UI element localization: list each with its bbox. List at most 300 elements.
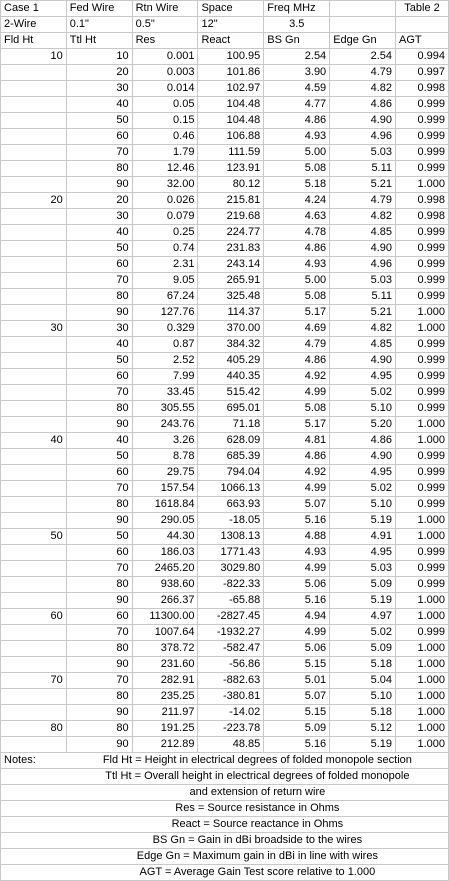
data-cell[interactable]: 0.999 [396, 129, 449, 145]
data-cell[interactable]: 1618.84 [132, 497, 198, 513]
data-cell[interactable]: 384.32 [198, 337, 264, 353]
data-cell[interactable]: 50 [66, 113, 132, 129]
data-cell[interactable]: 1.000 [396, 177, 449, 193]
data-cell[interactable]: 9.05 [132, 273, 198, 289]
fld-ht-cell[interactable] [1, 417, 67, 433]
data-cell[interactable]: 1.000 [396, 513, 449, 529]
data-cell[interactable]: 4.85 [330, 337, 396, 353]
data-cell[interactable]: 1.000 [396, 321, 449, 337]
fld-ht-cell[interactable] [1, 97, 67, 113]
data-cell[interactable]: 111.59 [198, 145, 264, 161]
data-cell[interactable]: 1.000 [396, 673, 449, 689]
data-cell[interactable]: 60 [66, 609, 132, 625]
data-cell[interactable]: 378.72 [132, 641, 198, 657]
data-cell[interactable]: 0.25 [132, 225, 198, 241]
data-cell[interactable]: 211.97 [132, 705, 198, 721]
data-cell[interactable]: 0.999 [396, 289, 449, 305]
data-cell[interactable]: 0.999 [396, 481, 449, 497]
header-cell[interactable]: 12" [198, 17, 264, 33]
fld-ht-cell[interactable] [1, 129, 67, 145]
data-cell[interactable]: 0.999 [396, 577, 449, 593]
data-cell[interactable]: -882.63 [198, 673, 264, 689]
data-cell[interactable]: 60 [66, 129, 132, 145]
data-cell[interactable]: 4.79 [330, 65, 396, 81]
data-cell[interactable]: -1932.27 [198, 625, 264, 641]
data-cell[interactable]: 7.99 [132, 369, 198, 385]
data-cell[interactable]: 4.24 [264, 193, 330, 209]
data-cell[interactable]: 4.86 [264, 113, 330, 129]
fld-ht-cell[interactable] [1, 369, 67, 385]
data-cell[interactable]: 4.79 [264, 337, 330, 353]
data-cell[interactable]: 5.09 [330, 577, 396, 593]
fld-ht-cell[interactable] [1, 625, 67, 641]
data-cell[interactable]: 4.88 [264, 529, 330, 545]
data-cell[interactable]: 0.997 [396, 65, 449, 81]
data-cell[interactable]: 4.99 [264, 625, 330, 641]
data-cell[interactable]: 186.03 [132, 545, 198, 561]
data-cell[interactable]: 1.000 [396, 721, 449, 737]
fld-ht-cell[interactable] [1, 209, 67, 225]
data-cell[interactable]: 2.54 [330, 49, 396, 65]
data-cell[interactable]: 4.63 [264, 209, 330, 225]
data-cell[interactable]: 5.21 [330, 305, 396, 321]
data-cell[interactable]: 4.92 [264, 369, 330, 385]
data-cell[interactable]: 5.07 [264, 689, 330, 705]
data-cell[interactable]: 4.86 [330, 97, 396, 113]
fld-ht-cell[interactable] [1, 465, 67, 481]
fld-ht-cell[interactable] [1, 545, 67, 561]
fld-ht-cell[interactable] [1, 353, 67, 369]
data-cell[interactable]: 695.01 [198, 401, 264, 417]
fld-ht-cell[interactable] [1, 401, 67, 417]
data-cell[interactable]: 4.82 [330, 321, 396, 337]
data-cell[interactable]: 5.08 [264, 401, 330, 417]
fld-ht-cell[interactable] [1, 641, 67, 657]
data-cell[interactable]: 40 [66, 97, 132, 113]
data-cell[interactable]: 938.60 [132, 577, 198, 593]
fld-ht-cell[interactable]: 80 [1, 721, 67, 737]
column-header[interactable]: Fld Ht [1, 33, 67, 49]
data-cell[interactable]: 243.76 [132, 417, 198, 433]
data-cell[interactable]: -65.88 [198, 593, 264, 609]
data-cell[interactable]: 5.16 [264, 513, 330, 529]
header-cell[interactable]: 2-Wire [1, 17, 67, 33]
data-cell[interactable]: 30 [66, 81, 132, 97]
data-cell[interactable]: 80 [66, 641, 132, 657]
column-header[interactable]: React [198, 33, 264, 49]
data-cell[interactable]: 0.999 [396, 465, 449, 481]
data-cell[interactable]: 0.999 [396, 225, 449, 241]
data-cell[interactable]: 4.96 [330, 129, 396, 145]
data-cell[interactable]: 1066.13 [198, 481, 264, 497]
fld-ht-cell[interactable] [1, 705, 67, 721]
header-cell[interactable] [396, 17, 449, 33]
data-cell[interactable]: 243.14 [198, 257, 264, 273]
data-cell[interactable]: 5.18 [330, 657, 396, 673]
fld-ht-cell[interactable] [1, 257, 67, 273]
data-cell[interactable]: 20 [66, 65, 132, 81]
data-cell[interactable]: 4.90 [330, 353, 396, 369]
data-cell[interactable]: 4.86 [264, 241, 330, 257]
fld-ht-cell[interactable] [1, 241, 67, 257]
fld-ht-cell[interactable] [1, 177, 67, 193]
data-cell[interactable]: 30 [66, 321, 132, 337]
data-cell[interactable]: 0.999 [396, 145, 449, 161]
data-cell[interactable]: 1.000 [396, 529, 449, 545]
data-cell[interactable]: 5.03 [330, 145, 396, 161]
data-cell[interactable]: 5.03 [330, 561, 396, 577]
data-cell[interactable]: 1308.13 [198, 529, 264, 545]
data-cell[interactable]: 191.25 [132, 721, 198, 737]
fld-ht-cell[interactable]: 10 [1, 49, 67, 65]
data-cell[interactable]: 663.93 [198, 497, 264, 513]
data-cell[interactable]: 265.91 [198, 273, 264, 289]
data-cell[interactable]: -582.47 [198, 641, 264, 657]
fld-ht-cell[interactable] [1, 737, 67, 753]
data-cell[interactable]: 1.000 [396, 705, 449, 721]
data-cell[interactable]: 4.93 [264, 545, 330, 561]
data-cell[interactable]: 40 [66, 433, 132, 449]
data-cell[interactable]: 1007.64 [132, 625, 198, 641]
data-cell[interactable]: 4.95 [330, 369, 396, 385]
data-cell[interactable]: 60 [66, 545, 132, 561]
data-cell[interactable]: 5.17 [264, 305, 330, 321]
data-cell[interactable]: 231.60 [132, 657, 198, 673]
data-cell[interactable]: 67.24 [132, 289, 198, 305]
data-cell[interactable]: 405.29 [198, 353, 264, 369]
data-cell[interactable]: -822.33 [198, 577, 264, 593]
data-cell[interactable]: 0.079 [132, 209, 198, 225]
data-cell[interactable]: 70 [66, 273, 132, 289]
data-cell[interactable]: 106.88 [198, 129, 264, 145]
data-cell[interactable]: 215.81 [198, 193, 264, 209]
data-cell[interactable]: 3.90 [264, 65, 330, 81]
data-cell[interactable]: 90 [66, 177, 132, 193]
fld-ht-cell[interactable]: 50 [1, 529, 67, 545]
data-cell[interactable]: 4.99 [264, 385, 330, 401]
data-cell[interactable]: 325.48 [198, 289, 264, 305]
data-cell[interactable]: 90 [66, 657, 132, 673]
data-cell[interactable]: -2827.45 [198, 609, 264, 625]
data-cell[interactable]: 70 [66, 145, 132, 161]
data-cell[interactable]: 104.48 [198, 113, 264, 129]
data-cell[interactable]: -380.81 [198, 689, 264, 705]
data-cell[interactable]: 5.10 [330, 401, 396, 417]
data-cell[interactable]: 40 [66, 337, 132, 353]
data-cell[interactable]: 0.998 [396, 193, 449, 209]
data-cell[interactable]: 8.78 [132, 449, 198, 465]
data-cell[interactable]: 5.07 [264, 497, 330, 513]
data-cell[interactable]: 0.014 [132, 81, 198, 97]
fld-ht-cell[interactable]: 70 [1, 673, 67, 689]
fld-ht-cell[interactable] [1, 81, 67, 97]
data-cell[interactable]: 0.46 [132, 129, 198, 145]
column-header[interactable]: Ttl Ht [66, 33, 132, 49]
data-cell[interactable]: 224.77 [198, 225, 264, 241]
data-cell[interactable]: 4.86 [330, 433, 396, 449]
data-cell[interactable]: 235.25 [132, 689, 198, 705]
data-cell[interactable]: 5.00 [264, 145, 330, 161]
data-cell[interactable]: 212.89 [132, 737, 198, 753]
data-cell[interactable]: 0.05 [132, 97, 198, 113]
data-cell[interactable]: 30 [66, 209, 132, 225]
data-cell[interactable]: 127.76 [132, 305, 198, 321]
data-cell[interactable]: 20 [66, 193, 132, 209]
data-cell[interactable]: 33.45 [132, 385, 198, 401]
fld-ht-cell[interactable]: 20 [1, 193, 67, 209]
data-cell[interactable]: 50 [66, 529, 132, 545]
data-cell[interactable]: 0.999 [396, 97, 449, 113]
data-cell[interactable]: 3.26 [132, 433, 198, 449]
header-cell[interactable]: 0.5" [132, 17, 198, 33]
data-cell[interactable]: 4.99 [264, 561, 330, 577]
data-cell[interactable]: 50 [66, 241, 132, 257]
data-cell[interactable]: 3029.80 [198, 561, 264, 577]
data-cell[interactable]: 90 [66, 305, 132, 321]
data-cell[interactable]: 80 [66, 289, 132, 305]
data-cell[interactable]: 4.93 [264, 129, 330, 145]
data-cell[interactable]: 4.90 [330, 241, 396, 257]
data-cell[interactable]: 90 [66, 705, 132, 721]
data-cell[interactable]: 1.000 [396, 417, 449, 433]
data-cell[interactable]: 123.91 [198, 161, 264, 177]
data-cell[interactable]: 70 [66, 673, 132, 689]
column-header[interactable]: AGT [396, 33, 449, 49]
data-cell[interactable]: 5.11 [330, 161, 396, 177]
fld-ht-cell[interactable] [1, 481, 67, 497]
header-cell[interactable]: Space [198, 1, 264, 17]
fld-ht-cell[interactable] [1, 513, 67, 529]
data-cell[interactable]: 4.81 [264, 433, 330, 449]
data-cell[interactable]: 5.02 [330, 625, 396, 641]
fld-ht-cell[interactable] [1, 305, 67, 321]
fld-ht-cell[interactable] [1, 161, 67, 177]
header-cell[interactable]: Case 1 [1, 1, 67, 17]
data-cell[interactable]: 5.08 [264, 161, 330, 177]
data-cell[interactable]: 5.02 [330, 385, 396, 401]
data-cell[interactable]: 1.000 [396, 737, 449, 753]
data-cell[interactable]: 0.003 [132, 65, 198, 81]
data-cell[interactable]: 0.999 [396, 497, 449, 513]
data-cell[interactable]: 5.04 [330, 673, 396, 689]
data-cell[interactable]: 5.10 [330, 497, 396, 513]
data-cell[interactable]: 80.12 [198, 177, 264, 193]
data-cell[interactable]: 157.54 [132, 481, 198, 497]
data-cell[interactable]: 71.18 [198, 417, 264, 433]
fld-ht-cell[interactable] [1, 593, 67, 609]
data-cell[interactable]: 305.55 [132, 401, 198, 417]
data-cell[interactable]: 0.001 [132, 49, 198, 65]
data-cell[interactable]: 5.16 [264, 593, 330, 609]
data-cell[interactable]: 4.77 [264, 97, 330, 113]
data-cell[interactable]: 5.09 [330, 641, 396, 657]
data-cell[interactable]: 10 [66, 49, 132, 65]
data-cell[interactable]: 60 [66, 369, 132, 385]
data-cell[interactable]: 5.03 [330, 273, 396, 289]
data-cell[interactable]: 4.79 [330, 193, 396, 209]
header-cell[interactable] [330, 17, 396, 33]
data-cell[interactable]: 5.17 [264, 417, 330, 433]
data-cell[interactable]: 5.18 [264, 177, 330, 193]
data-cell[interactable]: 104.48 [198, 97, 264, 113]
data-cell[interactable]: 0.999 [396, 241, 449, 257]
data-cell[interactable]: 80 [66, 577, 132, 593]
fld-ht-cell[interactable] [1, 113, 67, 129]
data-cell[interactable]: 32.00 [132, 177, 198, 193]
data-cell[interactable]: 29.75 [132, 465, 198, 481]
data-cell[interactable]: 5.10 [330, 689, 396, 705]
fld-ht-cell[interactable] [1, 689, 67, 705]
fld-ht-cell[interactable] [1, 657, 67, 673]
column-header[interactable]: BS Gn [264, 33, 330, 49]
data-cell[interactable]: 5.15 [264, 657, 330, 673]
fld-ht-cell[interactable] [1, 385, 67, 401]
data-cell[interactable]: 48.85 [198, 737, 264, 753]
fld-ht-cell[interactable] [1, 561, 67, 577]
data-cell[interactable]: 80 [66, 161, 132, 177]
data-cell[interactable]: 60 [66, 465, 132, 481]
data-cell[interactable]: 0.87 [132, 337, 198, 353]
fld-ht-cell[interactable]: 30 [1, 321, 67, 337]
data-cell[interactable]: 4.69 [264, 321, 330, 337]
data-cell[interactable]: 4.97 [330, 609, 396, 625]
data-cell[interactable]: 219.68 [198, 209, 264, 225]
data-cell[interactable]: 4.95 [330, 465, 396, 481]
data-cell[interactable]: 628.09 [198, 433, 264, 449]
data-cell[interactable]: 5.19 [330, 593, 396, 609]
fld-ht-cell[interactable] [1, 145, 67, 161]
data-cell[interactable]: 70 [66, 561, 132, 577]
data-cell[interactable]: 4.85 [330, 225, 396, 241]
data-cell[interactable]: 4.96 [330, 257, 396, 273]
data-cell[interactable]: 44.30 [132, 529, 198, 545]
data-cell[interactable]: 80 [66, 721, 132, 737]
fld-ht-cell[interactable] [1, 449, 67, 465]
data-cell[interactable]: 4.86 [264, 449, 330, 465]
header-cell[interactable]: Freq MHz [264, 1, 330, 17]
data-cell[interactable]: 0.999 [396, 625, 449, 641]
data-cell[interactable]: 5.11 [330, 289, 396, 305]
fld-ht-cell[interactable] [1, 289, 67, 305]
data-cell[interactable]: 1771.43 [198, 545, 264, 561]
data-cell[interactable]: 440.35 [198, 369, 264, 385]
data-cell[interactable]: 0.998 [396, 81, 449, 97]
data-cell[interactable]: 0.999 [396, 561, 449, 577]
data-cell[interactable]: 70 [66, 385, 132, 401]
data-cell[interactable]: 90 [66, 417, 132, 433]
data-cell[interactable]: 4.59 [264, 81, 330, 97]
data-cell[interactable]: 0.15 [132, 113, 198, 129]
data-cell[interactable]: -223.78 [198, 721, 264, 737]
data-cell[interactable]: 70 [66, 625, 132, 641]
data-cell[interactable]: -56.86 [198, 657, 264, 673]
data-cell[interactable]: 4.93 [264, 257, 330, 273]
data-cell[interactable]: 0.74 [132, 241, 198, 257]
data-cell[interactable]: 5.12 [330, 721, 396, 737]
data-cell[interactable]: 0.999 [396, 273, 449, 289]
column-header[interactable]: Edge Gn [330, 33, 396, 49]
data-cell[interactable]: 685.39 [198, 449, 264, 465]
data-cell[interactable]: 2465.20 [132, 561, 198, 577]
data-cell[interactable]: 1.000 [396, 433, 449, 449]
data-cell[interactable]: 12.46 [132, 161, 198, 177]
data-cell[interactable]: 5.09 [264, 721, 330, 737]
data-cell[interactable]: 282.91 [132, 673, 198, 689]
data-cell[interactable]: -14.02 [198, 705, 264, 721]
data-cell[interactable]: 0.999 [396, 401, 449, 417]
data-cell[interactable]: 0.998 [396, 209, 449, 225]
data-cell[interactable]: 794.04 [198, 465, 264, 481]
data-cell[interactable]: 4.91 [330, 529, 396, 545]
data-cell[interactable]: 4.92 [264, 465, 330, 481]
data-cell[interactable]: 4.82 [330, 81, 396, 97]
data-cell[interactable]: 4.90 [330, 113, 396, 129]
data-cell[interactable]: 1.000 [396, 657, 449, 673]
column-header[interactable]: Res [132, 33, 198, 49]
fld-ht-cell[interactable] [1, 273, 67, 289]
data-cell[interactable]: 4.94 [264, 609, 330, 625]
data-cell[interactable]: 5.08 [264, 289, 330, 305]
data-cell[interactable]: 5.21 [330, 177, 396, 193]
data-cell[interactable]: 100.95 [198, 49, 264, 65]
data-cell[interactable]: 370.00 [198, 321, 264, 337]
data-cell[interactable]: 11300.00 [132, 609, 198, 625]
data-cell[interactable]: 50 [66, 449, 132, 465]
data-cell[interactable]: 231.83 [198, 241, 264, 257]
data-cell[interactable]: 80 [66, 497, 132, 513]
data-cell[interactable]: 1.000 [396, 609, 449, 625]
data-cell[interactable]: 5.20 [330, 417, 396, 433]
fld-ht-cell[interactable]: 60 [1, 609, 67, 625]
data-cell[interactable]: 1.000 [396, 305, 449, 321]
data-cell[interactable]: 5.00 [264, 273, 330, 289]
data-cell[interactable]: 5.15 [264, 705, 330, 721]
data-cell[interactable]: 4.82 [330, 209, 396, 225]
data-cell[interactable]: 5.06 [264, 577, 330, 593]
header-cell[interactable]: 0.1" [66, 17, 132, 33]
data-cell[interactable]: 90 [66, 737, 132, 753]
data-cell[interactable]: -18.05 [198, 513, 264, 529]
data-cell[interactable]: 4.78 [264, 225, 330, 241]
data-cell[interactable]: 4.90 [330, 449, 396, 465]
data-cell[interactable]: 5.02 [330, 481, 396, 497]
header-cell[interactable]: Rtn Wire [132, 1, 198, 17]
header-cell[interactable]: Table 2 [396, 1, 449, 17]
data-cell[interactable]: 0.999 [396, 113, 449, 129]
data-cell[interactable]: 0.999 [396, 353, 449, 369]
data-cell[interactable]: 0.026 [132, 193, 198, 209]
data-cell[interactable]: 101.86 [198, 65, 264, 81]
data-cell[interactable]: 5.01 [264, 673, 330, 689]
data-cell[interactable]: 4.95 [330, 545, 396, 561]
fld-ht-cell[interactable] [1, 337, 67, 353]
fld-ht-cell[interactable] [1, 497, 67, 513]
data-cell[interactable]: 4.99 [264, 481, 330, 497]
data-cell[interactable]: 0.999 [396, 161, 449, 177]
data-cell[interactable]: 90 [66, 593, 132, 609]
data-cell[interactable]: 5.16 [264, 737, 330, 753]
data-cell[interactable]: 0.999 [396, 369, 449, 385]
data-cell[interactable]: 1.000 [396, 641, 449, 657]
fld-ht-cell[interactable] [1, 65, 67, 81]
data-cell[interactable]: 114.37 [198, 305, 264, 321]
data-cell[interactable]: 2.52 [132, 353, 198, 369]
fld-ht-cell[interactable] [1, 577, 67, 593]
data-cell[interactable]: 0.999 [396, 337, 449, 353]
header-cell[interactable] [330, 1, 396, 17]
data-cell[interactable]: 40 [66, 225, 132, 241]
data-cell[interactable]: 80 [66, 689, 132, 705]
